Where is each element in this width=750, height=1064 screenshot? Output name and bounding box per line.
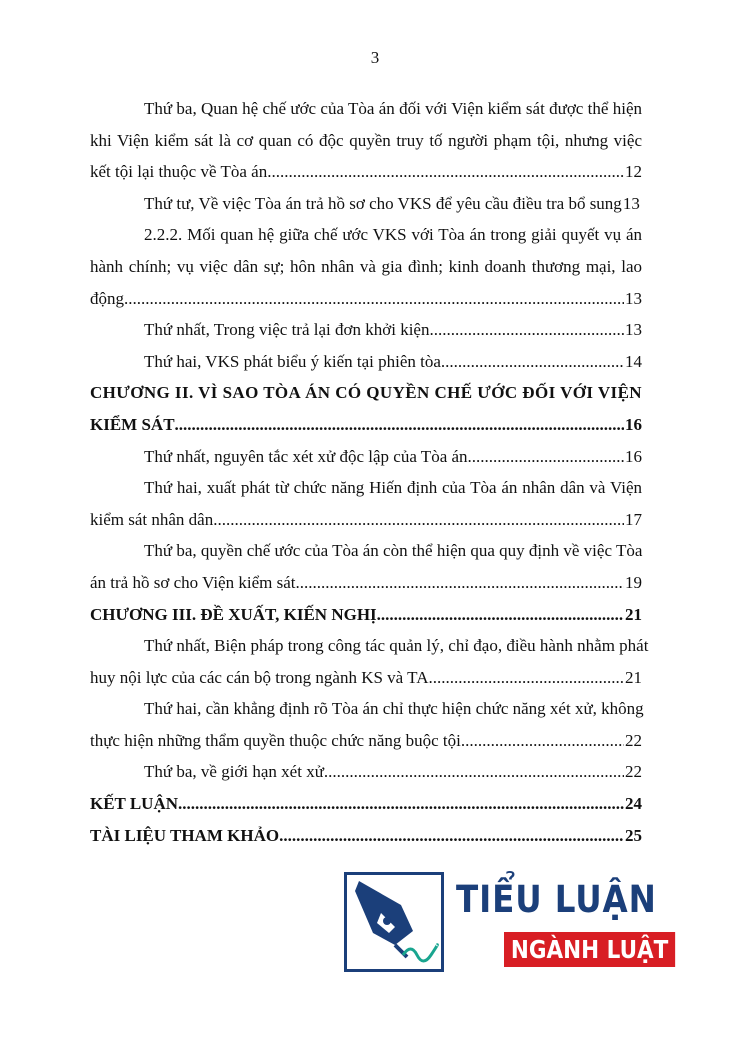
toc-entry [90,756,642,788]
toc-entry-leader-line [90,441,642,473]
page-number: 3 [370,48,380,67]
logo-title: TIỂU LUẬN [456,878,657,921]
toc-entry-leader-line [90,820,642,852]
toc-page-number: 17 [625,509,642,529]
dot-leader [377,599,624,631]
toc-entry-text: Thứ nhất, nguyên tắc xét xử độc lập của Tòa án [144,446,468,466]
toc-entry-text: huy nội lực của các cán bộ trong ngành KS và TA [90,667,429,687]
toc-entry-leader-line [90,314,642,346]
dot-leader [428,662,624,694]
toc-page-number: 13 [622,193,640,213]
toc-entry-text: án trả hồ sơ cho Viện kiểm sát [90,572,296,592]
toc-entry [90,693,642,756]
toc-entry [90,219,642,314]
dot-leader [124,283,624,315]
toc-chapter-heading: TÀI LIỆU THAM KHẢO [90,825,280,845]
toc-chapter-heading: CHƯƠNG III. ĐỀ XUẤT, KIẾN NGHỊ [90,604,377,624]
toc-entry-leader-line [90,188,642,220]
dot-leader [279,820,624,852]
dot-leader [468,441,624,473]
toc-entry-text: Thứ ba, quyền chế ước của Tòa án còn thể hiện qua quy định về việc Tòa [144,541,643,561]
toc-entry-text: thực hiện những thẩm quyền thuộc chức năng buộc tội [90,730,461,750]
toc-entry [90,535,642,598]
toc-chapter-entry [90,788,642,820]
toc-entry-leader-line [90,504,642,536]
toc-entry [90,472,642,535]
dot-leader [178,788,624,820]
toc-page-number: 14 [625,351,642,371]
toc-page-number: 13 [625,320,642,340]
toc-entry-text: hành chính; vụ việc dân sự; hôn nhân và gia đình; kinh doanh thương mại, lao [90,256,642,276]
toc-chapter-entry [90,820,642,852]
toc-entry-text: Thứ tư, Về việc Tòa án trả hồ sơ cho VKS để yêu cầu điều tra bổ sung [144,193,622,213]
toc-entry-text: Thứ nhất, Biện pháp trong công tác quản lý, chỉ đạo, điều hành nhằm phát [144,636,649,656]
toc-chapter-entry [90,599,642,631]
pen-nib-icon [344,872,444,972]
toc-chapter-heading: KẾT LUẬN [90,794,179,814]
dot-leader [461,725,624,757]
toc-entry [90,314,642,346]
toc-page-number: 16 [625,414,642,434]
toc-entry-leader-line [90,788,642,820]
dot-leader [429,314,624,346]
toc-chapter-heading: CHƯƠNG II. VÌ SAO TÒA ÁN CÓ QUYỀN CHẾ ƯỚC ĐỐI VỚI VIỆN [90,383,642,403]
toc-entry [90,93,642,188]
toc-entry [90,346,642,378]
toc-page-number: 16 [625,446,642,466]
toc-page-number: 22 [625,762,642,782]
toc-page-number: 21 [625,667,642,687]
toc-entry-leader-line [90,283,642,315]
toc-entry-text: Thứ hai, VKS phát biểu ý kiến tại phiên tòa [144,351,441,371]
dot-leader [213,504,624,536]
toc-page-number: 19 [625,572,642,592]
toc-entry-leader-line [90,599,642,631]
toc-page-number: 21 [625,604,642,624]
logo-subtitle: NGÀNH LUẬT [504,932,675,967]
dot-leader [324,756,624,788]
toc-chapter-entry [90,377,642,440]
tieu-luan-logo [344,872,669,972]
toc-entry-text: động [90,288,124,308]
toc-entry-leader-line [90,662,642,694]
toc-entry-text: Thứ hai, xuất phát từ chức năng Hiến định của Tòa án nhân dân và Viện [144,478,642,498]
toc-entry-text: khi Viện kiểm sát là cơ quan có độc quyền truy tố người phạm tội, nhưng việc [90,130,642,150]
toc-entry-text: Thứ ba, về giới hạn xét xử [144,762,324,782]
dot-leader [267,156,624,188]
toc-page-number: 25 [625,825,642,845]
toc-entry-text: Thứ ba, Quan hệ chế ước của Tòa án đối với Viện kiểm sát được thể hiện [144,99,642,118]
toc-chapter-heading: KIỂM SÁT [90,414,175,434]
toc-entry-text: kiểm sát nhân dân [90,509,214,529]
toc-entry [90,630,649,693]
toc-entry [90,441,642,473]
toc-entry-text: Thứ nhất, Trong việc trả lại đơn khởi kiện [144,320,430,340]
toc-entry-leader-line [90,156,642,188]
table-of-contents [90,93,649,851]
toc-entry-leader-line [90,409,642,441]
toc-entry-text: kết tội lại thuộc về Tòa án [90,162,268,182]
dot-leader [295,567,624,599]
toc-page-number: 24 [625,794,642,814]
toc-page-number: 13 [625,288,642,308]
toc-entry-leader-line [90,756,642,788]
toc-entry-leader-line [90,725,642,757]
toc-page-number: 22 [625,730,642,750]
toc-entry-text: Thứ hai, cần khẳng định rõ Tòa án chỉ thực hiện chức năng xét xử, không [144,699,644,719]
toc-entry-leader-line [90,567,642,599]
pen-nib-graphic [347,875,441,969]
toc-entry-text: 2.2.2. Mối quan hệ giữa chế ước VKS với Tòa án trong giải quyết vụ án [144,225,642,245]
toc-entry [90,188,642,220]
dot-leader [175,409,624,441]
toc-page-number: 12 [625,162,642,182]
toc-entry-leader-line [90,346,642,378]
dot-leader [441,346,624,378]
